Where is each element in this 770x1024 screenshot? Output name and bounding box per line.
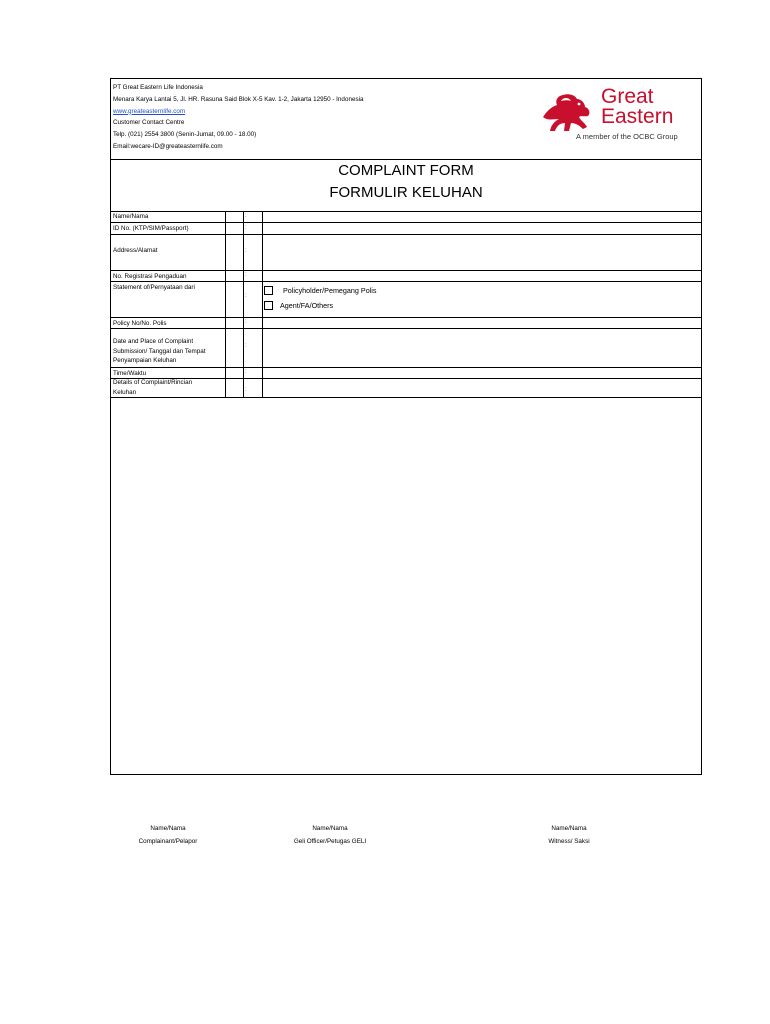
label-date-place	[113, 337, 206, 366]
company-address: Menara Karya Lantai 5, Jl. HR. Rasuna Said Blok X-5 Kav. 1-2, Jakarta 12950 - Indonesia	[113, 95, 364, 103]
signature-name-label: Name/Nama	[312, 825, 348, 832]
logo-wordmark	[601, 87, 673, 127]
contact-centre: Customer Contact Centre	[113, 119, 185, 127]
label-details-line2: Keluhan	[113, 388, 137, 396]
label-statement-of: Statement of/Pernyataan dari	[113, 284, 195, 291]
row-name[interactable]	[111, 211, 701, 223]
checkbox-policyholder[interactable]	[264, 286, 273, 295]
row-statement-of	[111, 282, 701, 318]
row-date-place[interactable]	[111, 329, 701, 368]
label-id-no: ID No. (KTP/SIM/Passport)	[113, 225, 189, 232]
row-address[interactable]	[111, 235, 701, 271]
signature-name-label: Name/Nama	[150, 825, 186, 832]
label-address: Address/Alamat	[113, 247, 158, 254]
company-phone: Telp. (021) 2554 3800 (Senin-Jumat, 09.00 - 18.00)	[113, 131, 257, 139]
colon: :	[245, 248, 247, 254]
colon: :	[245, 225, 247, 231]
logo-line-great: Great	[601, 85, 654, 108]
form-title-english: COMPLAINT FORM	[338, 162, 474, 179]
row-details	[111, 379, 701, 398]
signature-role-label: Geli Officer/Petugas GELI	[293, 838, 367, 845]
details-textarea[interactable]	[111, 398, 701, 774]
label-date-place-line2: Submission/ Tanggal dan Tempat	[113, 347, 206, 355]
label-policy-no: Policy No/No. Polis	[113, 320, 167, 327]
logo-line-eastern: Eastern	[601, 105, 674, 128]
company-email: Email:wecare-ID@greateasternlife.com	[113, 142, 223, 150]
colon: :	[245, 293, 247, 299]
option-agent-label: Agent/FA/Others	[280, 301, 334, 310]
signature-complainant	[118, 822, 218, 848]
colon: :	[245, 272, 247, 278]
row-id-no[interactable]	[111, 223, 701, 235]
company-info	[113, 82, 364, 153]
label-time: Time/Waktu	[113, 370, 147, 377]
colon: :	[245, 319, 247, 325]
colon: :	[245, 343, 247, 349]
label-registration-no: No. Registrasi Pengaduan	[113, 273, 187, 280]
label-date-place-line1: Date and Place of Complaint	[113, 338, 194, 345]
form-header	[111, 79, 701, 160]
colon: :	[245, 213, 247, 219]
colon: :	[245, 369, 247, 375]
complaint-form	[110, 78, 702, 775]
signature-name-label: Name/Nama	[551, 825, 587, 832]
signature-witness	[519, 822, 619, 848]
signature-officer	[270, 822, 390, 848]
form-title-indonesian: FORMULIR KELUHAN	[329, 184, 483, 201]
logo-tagline: A member of the OCBC Group	[576, 132, 678, 141]
row-time[interactable]	[111, 368, 701, 379]
row-registration-no[interactable]	[111, 271, 701, 282]
label-details-line1: Details of Complaint/Rincian	[113, 379, 193, 386]
signature-role-label: Witness/ Saksi	[548, 838, 590, 845]
company-name: PT Great Eastern Life Indonesia	[113, 84, 203, 91]
colon: :	[245, 387, 247, 393]
signature-role-label: Complainant/Pelapor	[138, 838, 198, 845]
checkbox-agent[interactable]	[264, 301, 273, 310]
row-policy-no[interactable]	[111, 318, 701, 329]
option-policyholder-label: Policyholder/Pemegang Polis	[283, 286, 377, 295]
label-details	[113, 378, 192, 397]
company-website-link[interactable]: www.greateasternlife.com	[113, 107, 186, 115]
label-name: Name/Nama	[113, 213, 149, 220]
label-date-place-line3: Penyampaian Keluhan	[113, 357, 177, 364]
